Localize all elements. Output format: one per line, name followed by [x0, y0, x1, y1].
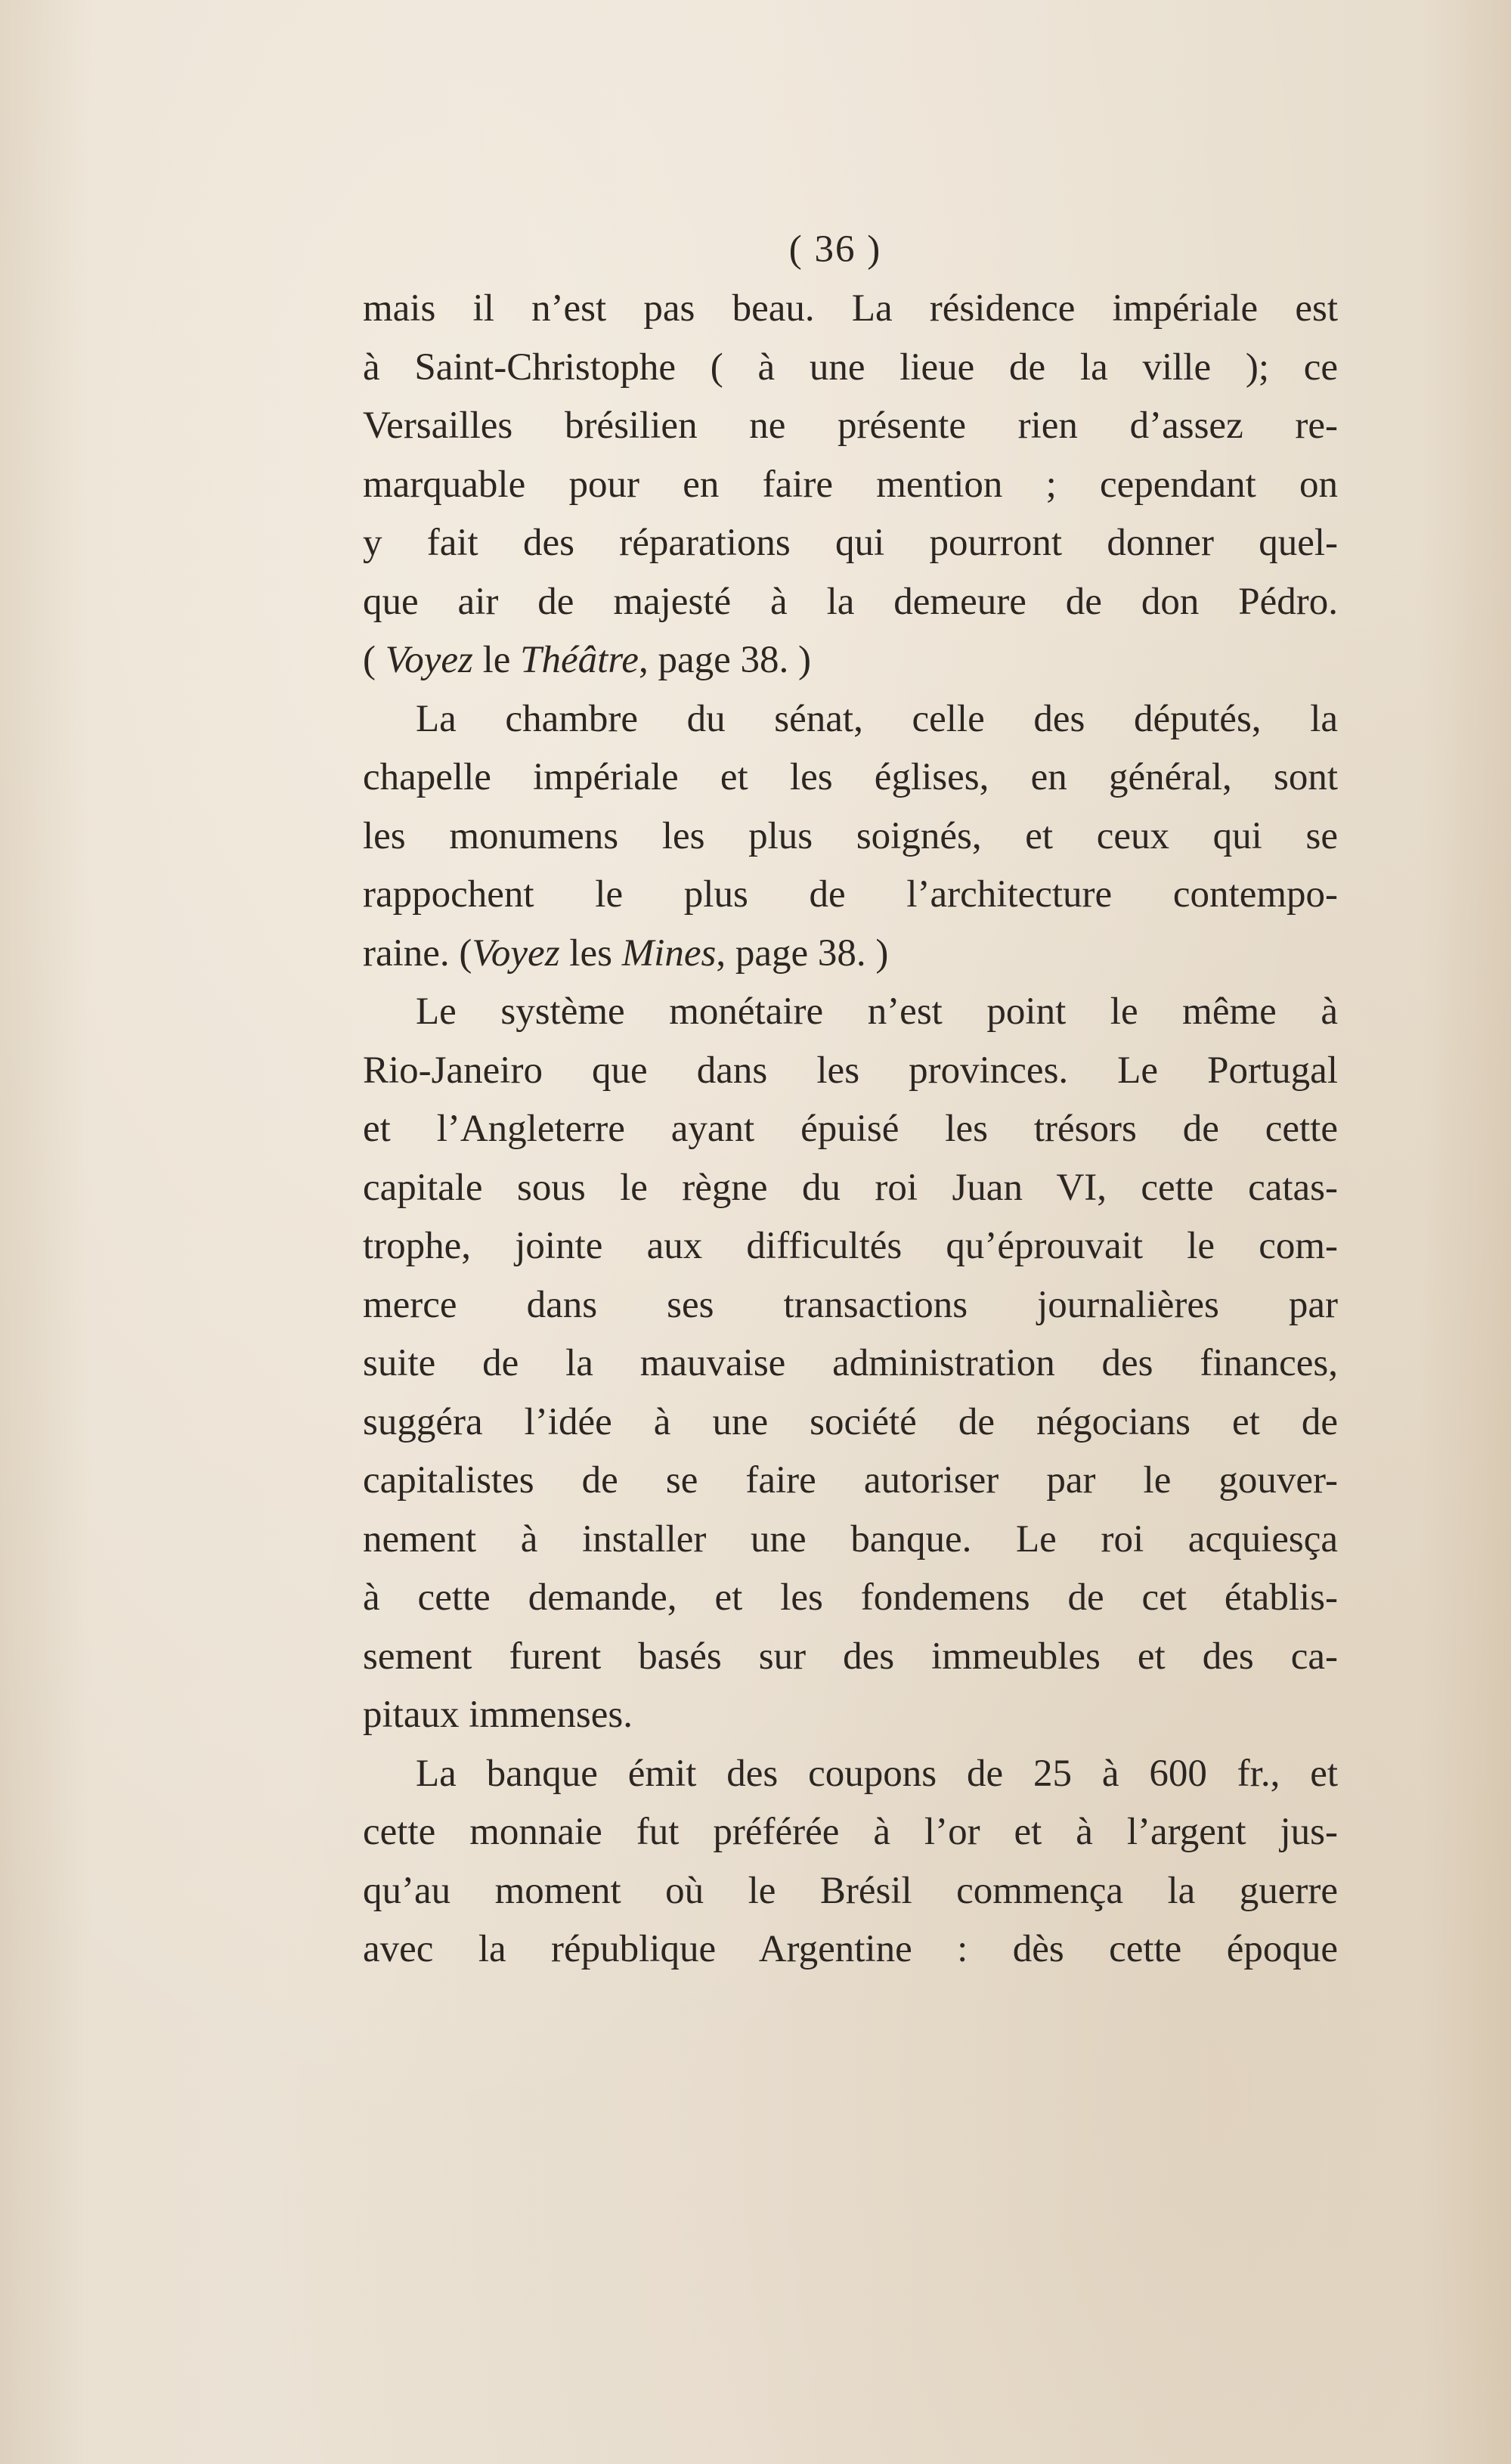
- text-line: avec la république Argentine : dès cette époque: [363, 1928, 1338, 1970]
- text-line: merce dans ses transactions journalières par: [363, 1283, 1338, 1326]
- text-line: et l’Angleterre ayant épuisé les trésors de cette: [363, 1108, 1338, 1150]
- text-line: Versailles brésilien ne présente rien d’assez re-: [363, 404, 1338, 447]
- text-line: marquable pour en faire mention ; cependant on: [363, 463, 1338, 506]
- text-line: raine. (Voyez les Mines, page 38. ): [363, 931, 889, 975]
- text-line: suggéra l’idée à une société de négocians et de: [363, 1400, 1338, 1443]
- page-text: [363, 219, 1338, 1979]
- italic-text: Voyez: [385, 639, 473, 681]
- text-line: La banque émit des coupons de 25 à 600 fr., et: [416, 1752, 1338, 1795]
- text-line: La chambre du sénat, celle des députés, la: [416, 697, 1338, 740]
- text-line: ( Voyez le Théâtre, page 38. ): [363, 639, 811, 681]
- text-line: qu’au moment où le Brésil commença la guerre: [363, 1869, 1338, 1912]
- text-line: à Saint-Christophe ( à une lieue de la ville ); ce: [363, 346, 1338, 389]
- italic-text: Mines: [621, 931, 717, 975]
- text-line: à cette demande, et les fondemens de cet établis-: [363, 1576, 1338, 1619]
- text-line: mais il n’est pas beau. La résidence impériale est: [363, 287, 1338, 330]
- page-number: ( 36 ): [788, 228, 882, 271]
- text-line: capitalistes de se faire autoriser par le gouver-: [363, 1459, 1338, 1502]
- text-line: Rio-Janeiro que dans les provinces. Le Portugal: [363, 1049, 1338, 1092]
- text-line: trophe, jointe aux difficultés qu’éprouvait le com-: [363, 1225, 1338, 1267]
- text-line: que air de majesté à la demeure de don Pédro.: [363, 580, 1338, 623]
- text-line: pitaux immenses.: [363, 1694, 633, 1736]
- text-line: y fait des réparations qui pourront donner quel-: [363, 522, 1338, 564]
- paragraph-3: [363, 983, 1338, 1745]
- italic-text: Voyez: [472, 931, 560, 975]
- text-line: Le système monétaire n’est point le même à: [416, 990, 1338, 1033]
- text-line: sement furent basés sur des immeubles et des ca-: [363, 1635, 1338, 1678]
- text-line: capitale sous le règne du roi Juan VI, cette catas-: [363, 1166, 1338, 1209]
- text-line: suite de la mauvaise administration des finances,: [363, 1342, 1338, 1384]
- text-line: cette monnaie fut préférée à l’or et à l’argent jus-: [363, 1811, 1338, 1853]
- italic-text: Théâtre: [520, 639, 639, 681]
- paragraph-4: [363, 1745, 1338, 1979]
- paragraph-1: [363, 280, 1338, 690]
- text-line: les monumens les plus soignés, et ceux qui se: [363, 814, 1338, 857]
- text-line: nement à installer une banque. Le roi acquiesça: [363, 1517, 1338, 1561]
- paragraph-2: [363, 690, 1338, 984]
- text-line: rappochent le plus de l’architecture contempo-: [363, 873, 1338, 916]
- text-line: chapelle impériale et les églises, en général, sont: [363, 756, 1338, 798]
